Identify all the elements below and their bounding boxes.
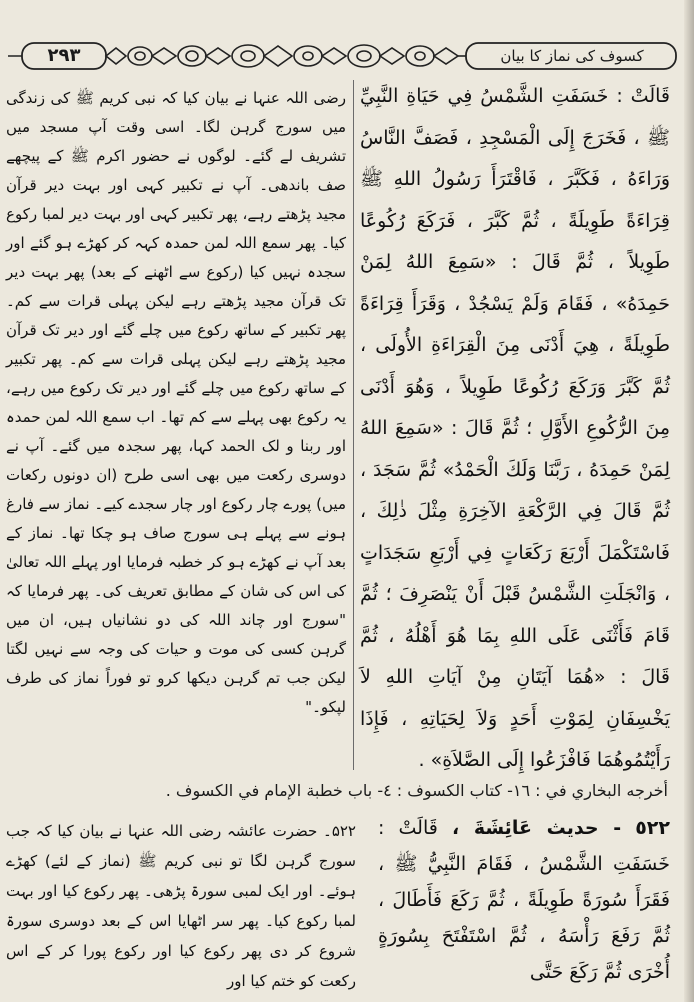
hadith-source-reference: أخرجه البخاري في : ١٦- كتاب الكسوف : ٤- باب خطبة الإمام في الكسوف .: [165, 781, 668, 800]
ornament-chain: [106, 45, 466, 67]
arabic-hadith-text: قَالَتْ : خَسَفَتِ الشَّمْسُ فِي حَيَاةِ النَّبِيِّ ﷺ ، فَخَرَجَ إِلَى الْمَسْجِدِ ، فَصَفَّ النَّاسُ وَرَاءَهُ ، فَكَبَّرَ ، فَاقْتَرَأَ رَسُولُ اللهِ ﷺ قِرَاءَةً طَوِيلَةً ، ثُمَّ كَبَّرَ ، فَرَكَعَ رُكُوعًا طَوِيلاً ، ثُمَّ قَالَ : «سَمِعَ اللهُ لِمَنْ حَمِدَهُ» ، فَقَامَ وَلَمْ يَسْجُدْ ، وَقَرَأَ قِرَاءَةً طَوِيلَةً ، هِيَ أَدْنَى مِنَ الْقِرَاءَةِ الأُولَى ، ثُمَّ كَبَّرَ وَرَكَعَ رُكُوعًا طَوِيلاً ، وَهُوَ أَدْنَى مِنَ الرُّكُوعِ الأَوَّلِ ؛ ثُمَّ قَالَ : «سَمِعَ اللهُ لِمَنْ حَمِدَهُ ، رَبَّنَا وَلَكَ الْحَمْدُ» ثُمَّ سَجَدَ ، ثُمَّ قَالَ فِي الرَّكْعَةِ الآخِرَةِ مِثْلَ ذٰلِكَ ، فَاسْتَكْمَلَ أَرْبَعَ رَكَعَاتٍ فِي أَرْبَعِ سَجَدَاتٍ ، وَانْجَلَتِ الشَّمْسُ قَبْلَ أَنْ يَنْصَرِفَ ؛ ثُمَّ قَامَ فَأَثْنَى عَلَى اللهِ بِمَا هُوَ أَهْلُهُ ، ثُمَّ قَالَ : «هُمَا آيَتَانِ مِنْ آيَاتِ اللهِ لاَ يَخْسِفَانِ لِمَوْتِ أَحَدٍ وَلاَ لِحَيَاتِهِ ، فَإِذَا رَأَيْتُمُوهُمَا فَافْزَعُوا إِلَى الصَّلاَةِ» .: [360, 85, 670, 771]
hadith-number: ٥٢٢: [635, 817, 670, 839]
hadith-522-arabic-body: قَالَتْ : خَسَفَتِ الشَّمْسُ ، فَقَامَ النَّبِيُّ ﷺ ، فَقَرَأَ سُورَةً طَوِيلَةً ، ثُمَّ رَكَعَ فَأَطَالَ ، ثُمَّ رَفَعَ رَأْسَهُ ، ثُمَّ اسْتَفْتَحَ بِسُورَةٍ أُخْرَى ثُمَّ رَكَعَ حَتَّى: [378, 817, 670, 983]
running-title: کسوف کی نماز کا بیان: [500, 47, 644, 65]
hadith-522-urdu-body: حضرت عائشہ رضی اللہ عنہا نے بیان کیا کہ جب سورج گرہن لگا تو نبی کریم ﷺ (نماز کے لئے) کھڑے ہوئے۔ اور ایک لمبی سورۃ پڑھی۔ پھر رکوع کیا اور بہت لمبا رکوع کیا۔ پھر سر اٹھایا اس کے بعد دوسری سورۃ شروع کر دی پھر رکوع کیا اور رکوع پورا کر کے اس رکعت کو ختم کیا اور: [6, 822, 356, 990]
page-header: [8, 40, 678, 72]
hadith-522-arabic: ٥٢٢ - حديث عَائِشَةَ ، قَالَتْ : خَسَفَتِ الشَّمْسُ ، فَقَامَ النَّبِيُّ ﷺ ، فَقَرَأَ سُورَةً طَوِيلَةً ، ثُمَّ رَكَعَ فَأَطَالَ ، ثُمَّ رَفَعَ رَأْسَهُ ، ثُمَّ اسْتَفْتَحَ بِسُورَةٍ أُخْرَى ثُمَّ رَكَعَ حَتَّى: [378, 817, 670, 983]
page-number: ۲۹۳: [47, 45, 81, 66]
hadith-522-urdu: [6, 816, 356, 1002]
column-divider: [353, 80, 354, 770]
page-edge: [684, 0, 694, 1002]
urdu-translation-text: رضی اللہ عنہا نے بیان کیا کہ نبی کریم ﷺ کی زندگی میں سورج گرہن لگا۔ اسی وقت آپ مسجد میں تشریف لے گئے۔ لوگوں نے حضور اکرم ﷺ کے پیچھے صف باندھی۔ آپ نے تکبیر کہی اور بہت دیر قرآن مجید پڑھتے رہے، پھر تکبیر کہی اور بہت دیر لمبا رکوع کیا۔ پھر سمع اللہ لمن حمدہ کہہ کر کھڑے ہو گئے اور سجدہ نہیں کیا (رکوع سے اٹھنے کے بعد) پھر بہت دیر تک قرآن مجید پڑھتے رہے لیکن پہلی قرات سے کم۔ پھر تکبیر کے ساتھ رکوع میں چلے گئے اور دیر تک قرآن مجید پڑھتے رہے لیکن پہلی قرات سے کم۔ پھر تکبیر کے ساتھ رکوع میں چلے گئے اور دیر تک رکوع میں رہے، یہ رکوع بھی پہلے سے کم تھا۔ اب سمع اللہ لمن حمدہ اور ربنا و لک الحمد کہا، پھر سجدہ میں گئے۔ آپ نے دوسری رکعت میں بھی اسی طرح (ان دونوں رکعات میں) پورے چار رکوع اور چار سجدے کیے۔ نماز سے فارغ ہونے سے پہلے ہی سورج صاف ہو چکا تھا۔ نماز کے بعد آپ نے کھڑے ہو کر خطبہ فرمایا اور پہلے اللہ تعالیٰ کی اس کی شان کے مطابق تعریف کی۔ پھر فرمایا کہ "سورج اور چاند اللہ کی دو نشانیاں ہیں، ان میں گرہن کسی کی موت و حیات کی وجہ سے نہیں لگتا لیکن جب تم گرہن دیکھا کرو تو فوراً نماز کی طرف لپکو۔": [6, 89, 346, 716]
hadith-522-urdu-number: ۵۲۲۔: [323, 822, 356, 840]
hadith-narrator-label: حديث عَائِشَةَ ،: [451, 817, 599, 839]
